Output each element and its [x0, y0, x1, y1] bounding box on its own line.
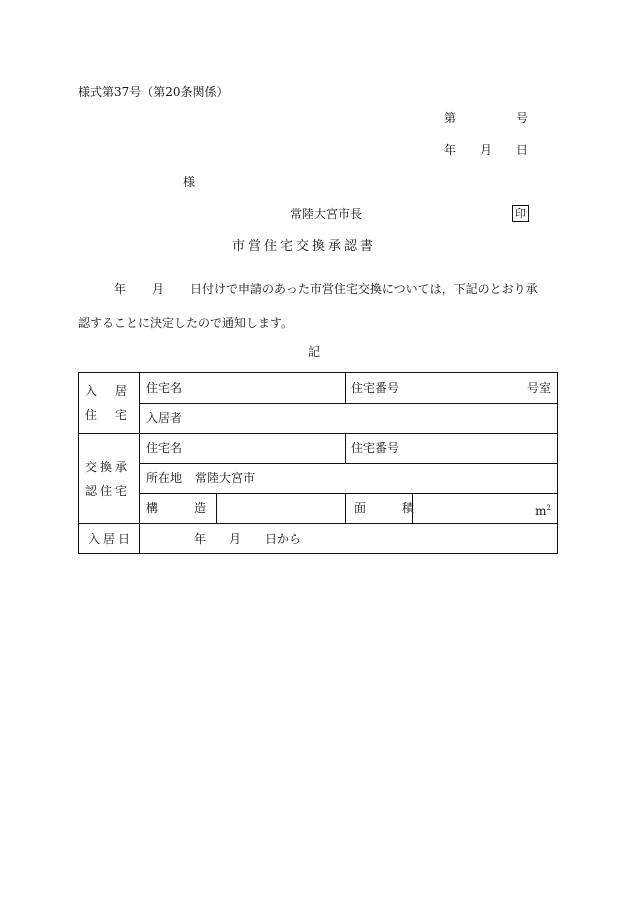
body-month: 月: [152, 282, 165, 296]
body-line1-text: 日付けで申請のあった市営住宅交換については，下記のとおり承: [190, 282, 538, 296]
location-label: 所在地: [146, 471, 183, 485]
current-house-number-label: 住宅番号: [351, 381, 400, 395]
area-unit-superscript: 2: [546, 504, 551, 512]
section-divider: [79, 523, 557, 524]
structure-label: 構 造: [146, 501, 207, 515]
current-house-name-label: 住宅名: [146, 381, 183, 395]
current-label-line1: 入 居: [85, 384, 131, 398]
date-year: 年: [444, 143, 457, 157]
section-divider: [79, 433, 557, 434]
document-title: 市営住宅交換承認書: [232, 239, 377, 254]
body-year: 年: [114, 282, 127, 296]
issuer-name: 常陸大宮市長: [290, 207, 363, 221]
current-label-line2: 住 宅: [85, 408, 131, 422]
move-in-month: 月: [229, 532, 242, 546]
label-column-divider: [139, 373, 140, 553]
seal-mark: 印: [512, 205, 529, 222]
addressee-suffix: 様: [183, 175, 196, 189]
resident-label: 入居者: [146, 411, 183, 425]
area-unit-base: m: [535, 504, 547, 518]
room-suffix: 号室: [526, 381, 551, 395]
number-prefix: 第: [444, 111, 457, 125]
move-in-label: 入居日: [88, 532, 134, 546]
body-line-2: 認することに決定したので通知します。: [78, 316, 294, 330]
move-in-day-suffix: 日から: [265, 532, 302, 546]
exchange-label-line1: 交換承: [85, 460, 131, 474]
row-divider: [139, 493, 557, 494]
row-divider: [139, 463, 557, 464]
exchange-house-name-label: 住宅名: [146, 441, 183, 455]
date-day: 日: [516, 143, 529, 157]
body-paragraph: [78, 272, 538, 340]
column-divider: [345, 433, 346, 463]
column-divider: [216, 493, 217, 523]
column-divider: [345, 373, 346, 403]
column-divider: [345, 493, 346, 523]
location-value: 常陸大宮市: [195, 471, 256, 485]
move-in-year: 年: [194, 532, 207, 546]
row-divider: [139, 403, 557, 404]
number-suffix: 号: [516, 111, 529, 125]
body-line-1: [78, 272, 538, 306]
exchange-label-line2: 認住宅: [85, 484, 131, 498]
area-unit: [535, 500, 551, 519]
area-label: 面 積: [354, 501, 415, 515]
details-table: [78, 372, 558, 554]
form-reference: 様式第37号（第20条関係）: [78, 85, 229, 99]
date-month: 月: [480, 143, 493, 157]
exchange-house-number-label: 住宅番号: [351, 441, 400, 455]
ki-heading: 記: [308, 345, 321, 359]
